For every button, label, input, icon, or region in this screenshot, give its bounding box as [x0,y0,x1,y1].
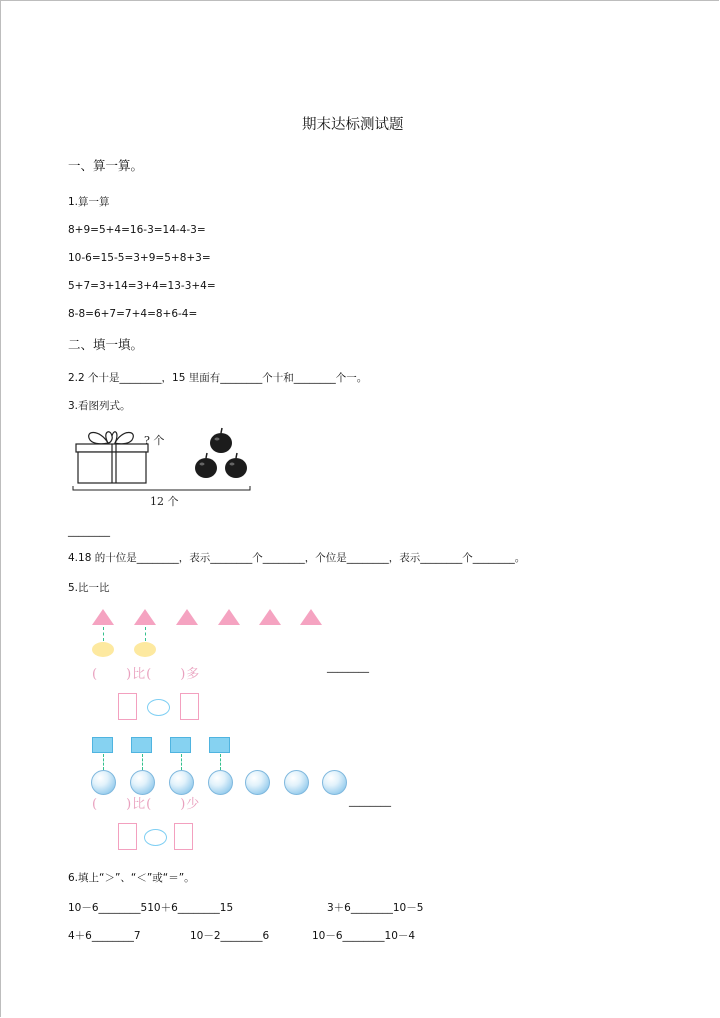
q1-line-2: 10-6=15-5=3+9=5+8+3= [68,252,211,264]
ball-icon [284,770,309,795]
answer-box[interactable] [174,823,193,850]
ball-icon [91,770,116,795]
q5-answer-blank-2[interactable]: ________ [349,795,391,807]
square-icon [131,737,152,753]
q5-answer-blank-1[interactable]: ________ [327,661,369,673]
page-title: 期末达标测试题 [302,117,404,133]
q5-label: 5.比一比 [68,582,110,594]
square-icon [209,737,230,753]
square-icon [170,737,191,753]
gift-apples-figure [70,426,255,511]
ball-icon [130,770,155,795]
match-line [145,627,146,641]
q3-answer-blank[interactable]: ________ [68,525,110,537]
ball-icon [245,770,270,795]
answer-box[interactable] [180,693,199,720]
triangle-icon [300,609,322,625]
ball-icon [208,770,233,795]
q6-label: 6.填上“＞”、“＜”或“＝”。 [68,872,195,884]
match-line [220,754,221,770]
answer-box[interactable] [118,693,137,720]
section1-heading: 一、算一算。 [68,158,144,173]
q6-item-2: 3＋6________10－5 [327,902,424,914]
q1-label: 1.算一算 [68,196,110,208]
compare-more-text: ( )比( )多 [92,667,201,682]
ball-icon [169,770,194,795]
triangle-icon [218,609,240,625]
fig-question: ? 个 [144,434,165,447]
gift-box-icon [76,432,148,483]
q1-line-1: 8+9=5+4=16-3=14-4-3= [68,224,206,236]
answer-box[interactable] [118,823,137,850]
compare-circle[interactable] [147,699,170,716]
match-line [103,627,104,641]
triangle-icon [134,609,156,625]
q1-line-3: 5+7=3+14=3+4=13-3+4= [68,280,216,292]
triangle-icon [259,609,281,625]
total-brace [73,486,250,490]
fig-total: 12 个 [150,495,179,508]
q6-item-5: 10－6________10－4 [312,930,416,942]
triangle-icon [92,609,114,625]
triangle-icon [176,609,198,625]
square-icon [92,737,113,753]
match-line [103,754,104,770]
q3-label: 3.看图列式。 [68,400,131,412]
compare-less-text: ( )比( )少 [92,797,201,812]
q6-item-1: 10－6________510＋6________15 [68,902,234,914]
q2-text: 2.2 个十是________，15 里面有________个十和________个一。 [68,372,368,384]
q6-item-4: 10－2________6 [190,930,270,942]
oval-icon [92,642,114,657]
q1-line-4: 8-8=6+7=7+4=8+6-4= [68,308,198,320]
match-line [142,754,143,770]
q6-item-3: 4＋6________7 [68,930,141,942]
apple-icon [195,428,247,478]
compare-circle[interactable] [144,829,167,846]
oval-icon [134,642,156,657]
section2-heading: 二、填一填。 [68,337,144,352]
q4-text: 4.18 的十位是________，表示________个________，个位是________，表示________个________。 [68,552,526,564]
match-line [181,754,182,770]
ball-icon [322,770,347,795]
